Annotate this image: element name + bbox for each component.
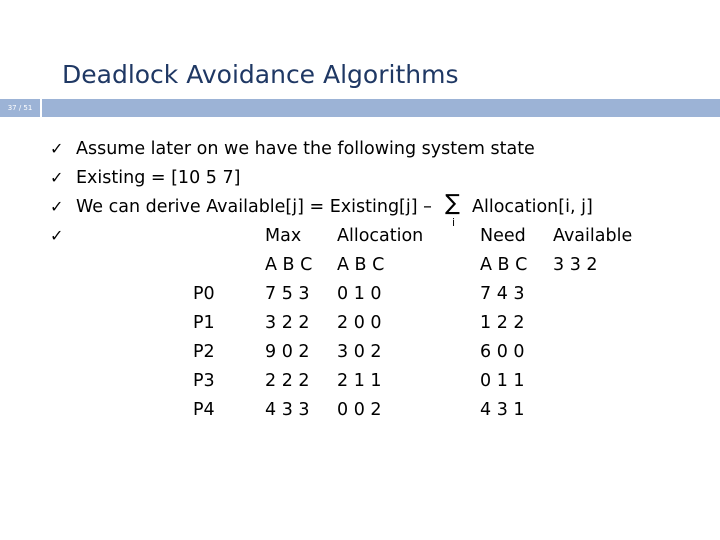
header-max: Max — [265, 226, 302, 246]
summation-icon: ∑ — [445, 191, 460, 216]
row-max: 3 2 2 — [265, 313, 310, 333]
page-number: 37 / 51 — [7, 104, 33, 112]
check-icon: ✓ — [50, 197, 64, 216]
row-allocation: 3 0 2 — [337, 342, 382, 362]
subheader-allocation: A B C — [337, 255, 385, 275]
row-allocation: 2 1 1 — [337, 371, 382, 391]
title-divider-bar — [42, 99, 720, 117]
row-process: P0 — [193, 284, 215, 304]
check-icon: ✓ — [50, 139, 64, 158]
slide-title: Deadlock Avoidance Algorithms — [62, 60, 459, 89]
row-need: 0 1 1 — [480, 371, 525, 391]
bullet-text: Existing = [10 5 7] — [76, 168, 241, 188]
summation-index: i — [452, 216, 456, 229]
row-max: 2 2 2 — [265, 371, 310, 391]
row-need: 7 4 3 — [480, 284, 525, 304]
row-need: 1 2 2 — [480, 313, 525, 333]
row-need: 6 0 0 — [480, 342, 525, 362]
row-max: 9 0 2 — [265, 342, 310, 362]
header-available: Available — [553, 226, 633, 246]
row-process: P4 — [193, 400, 215, 420]
subheader-need: A B C — [480, 255, 528, 275]
row-allocation: 0 0 2 — [337, 400, 382, 420]
header-need: Need — [480, 226, 526, 246]
subheader-max: A B C — [265, 255, 313, 275]
row-allocation: 2 0 0 — [337, 313, 382, 333]
row-max: 7 5 3 — [265, 284, 310, 304]
bullet-text: Allocation[i, j] — [472, 197, 593, 217]
available-values: 3 3 2 — [553, 255, 598, 275]
check-icon: ✓ — [50, 168, 64, 187]
row-allocation: 0 1 0 — [337, 284, 382, 304]
bullet-text: We can derive Available[j] = Existing[j] – — [76, 197, 432, 217]
row-process: P2 — [193, 342, 215, 362]
row-need: 4 3 1 — [480, 400, 525, 420]
header-allocation: Allocation — [337, 226, 424, 246]
row-max: 4 3 3 — [265, 400, 310, 420]
bullet-text: Assume later on we have the following system state — [76, 139, 535, 159]
check-icon: ✓ — [50, 226, 64, 245]
row-process: P1 — [193, 313, 215, 333]
row-process: P3 — [193, 371, 215, 391]
